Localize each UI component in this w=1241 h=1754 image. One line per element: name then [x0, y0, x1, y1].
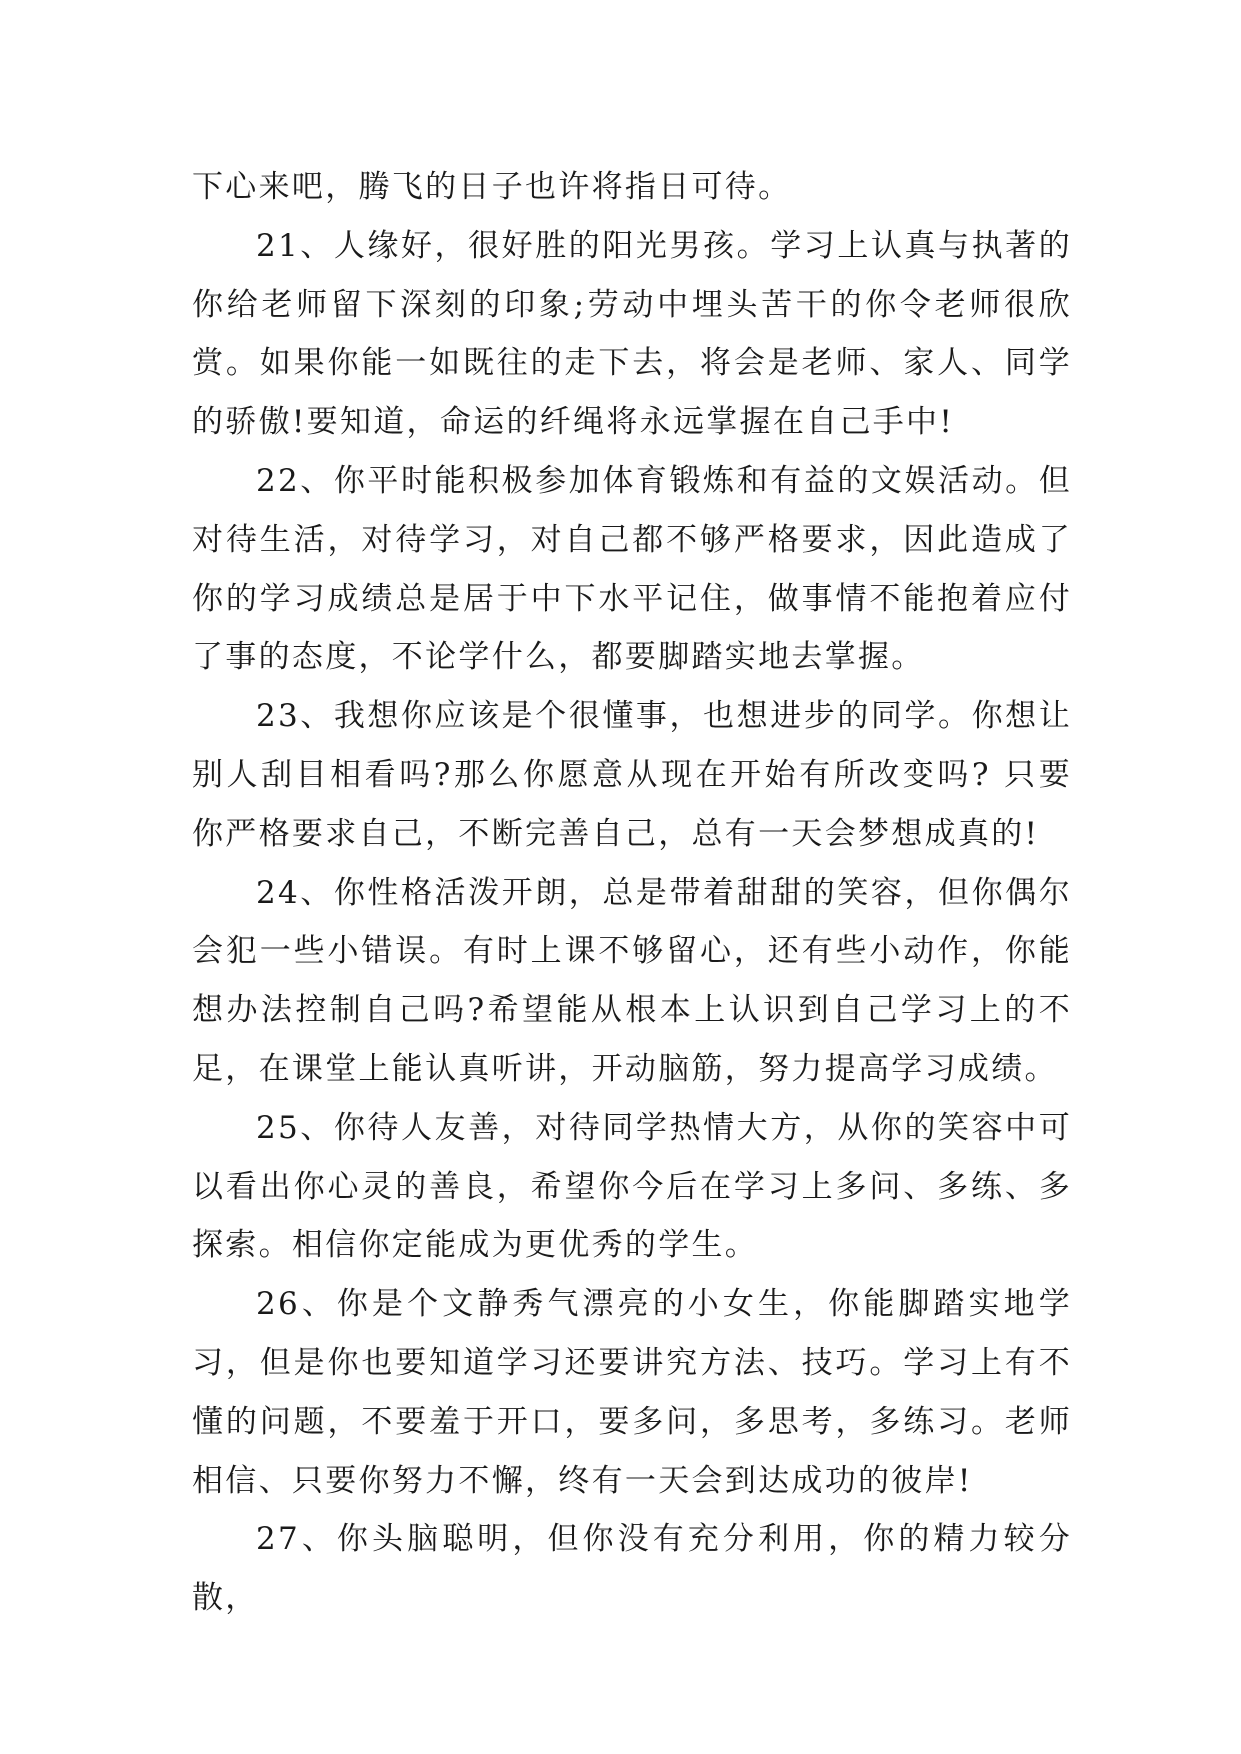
document-body: [192, 158, 1072, 1628]
paragraph-21: 21、人缘好，很好胜的阳光男孩。学习上认真与执著的你给老师留下深刻的印象;劳动中埋头苦干的你令老师很欣赏。如果你能一如既往的走下去，将会是老师、家人、同学的骄傲!要知道，命运的纤绳将永远掌握在自己手中!: [192, 227, 1072, 441]
paragraph-26: 26、你是个文静秀气漂亮的小女生，你能脚踏实地学习，但是你也要知道学习还要讲究方法、技巧。学习上有不懂的问题，不要羞于开口，要多问，多思考，多练习。老师相信、只要你努力不懈，终有一天会到达成功的彼岸!: [192, 1286, 1072, 1499]
paragraph-27-start: 27、你头脑聪明，但你没有充分利用，你的精力较分散，: [192, 1521, 1072, 1617]
paragraph-20-continuation: 下心来吧，腾飞的日子也许将指日可待。: [192, 169, 792, 205]
paragraph-25: 25、你待人友善，对待同学热情大方，从你的笑容中可以看出你心灵的善良，希望你今后在学习上多问、多练、多探索。相信你定能成为更优秀的学生。: [192, 1109, 1072, 1264]
paragraph-23: 23、我想你应该是个很懂事，也想进步的同学。你想让别人刮目相看吗?那么你愿意从现在开始有所改变吗? 只要你严格要求自己，不断完善自己，总有一天会梦想成真的!: [192, 698, 1072, 852]
paragraph-22: 22、你平时能积极参加体育锻炼和有益的文娱活动。但对待生活，对待学习，对自己都不够严格要求，因此造成了你的学习成绩总是居于中下水平记住，做事情不能抱着应付了事的态度，不论学什么，都要脚踏实地去掌握。: [192, 462, 1072, 676]
paragraph-24: 24、你性格活泼开朗，总是带着甜甜的笑容，但你偶尔会犯一些小错误。有时上课不够留心，还有些小动作，你能想办法控制自己吗?希望能从根本上认识到自己学习上的不足，在课堂上能认真听讲，开动脑筋，努力提高学习成绩。: [192, 874, 1072, 1087]
